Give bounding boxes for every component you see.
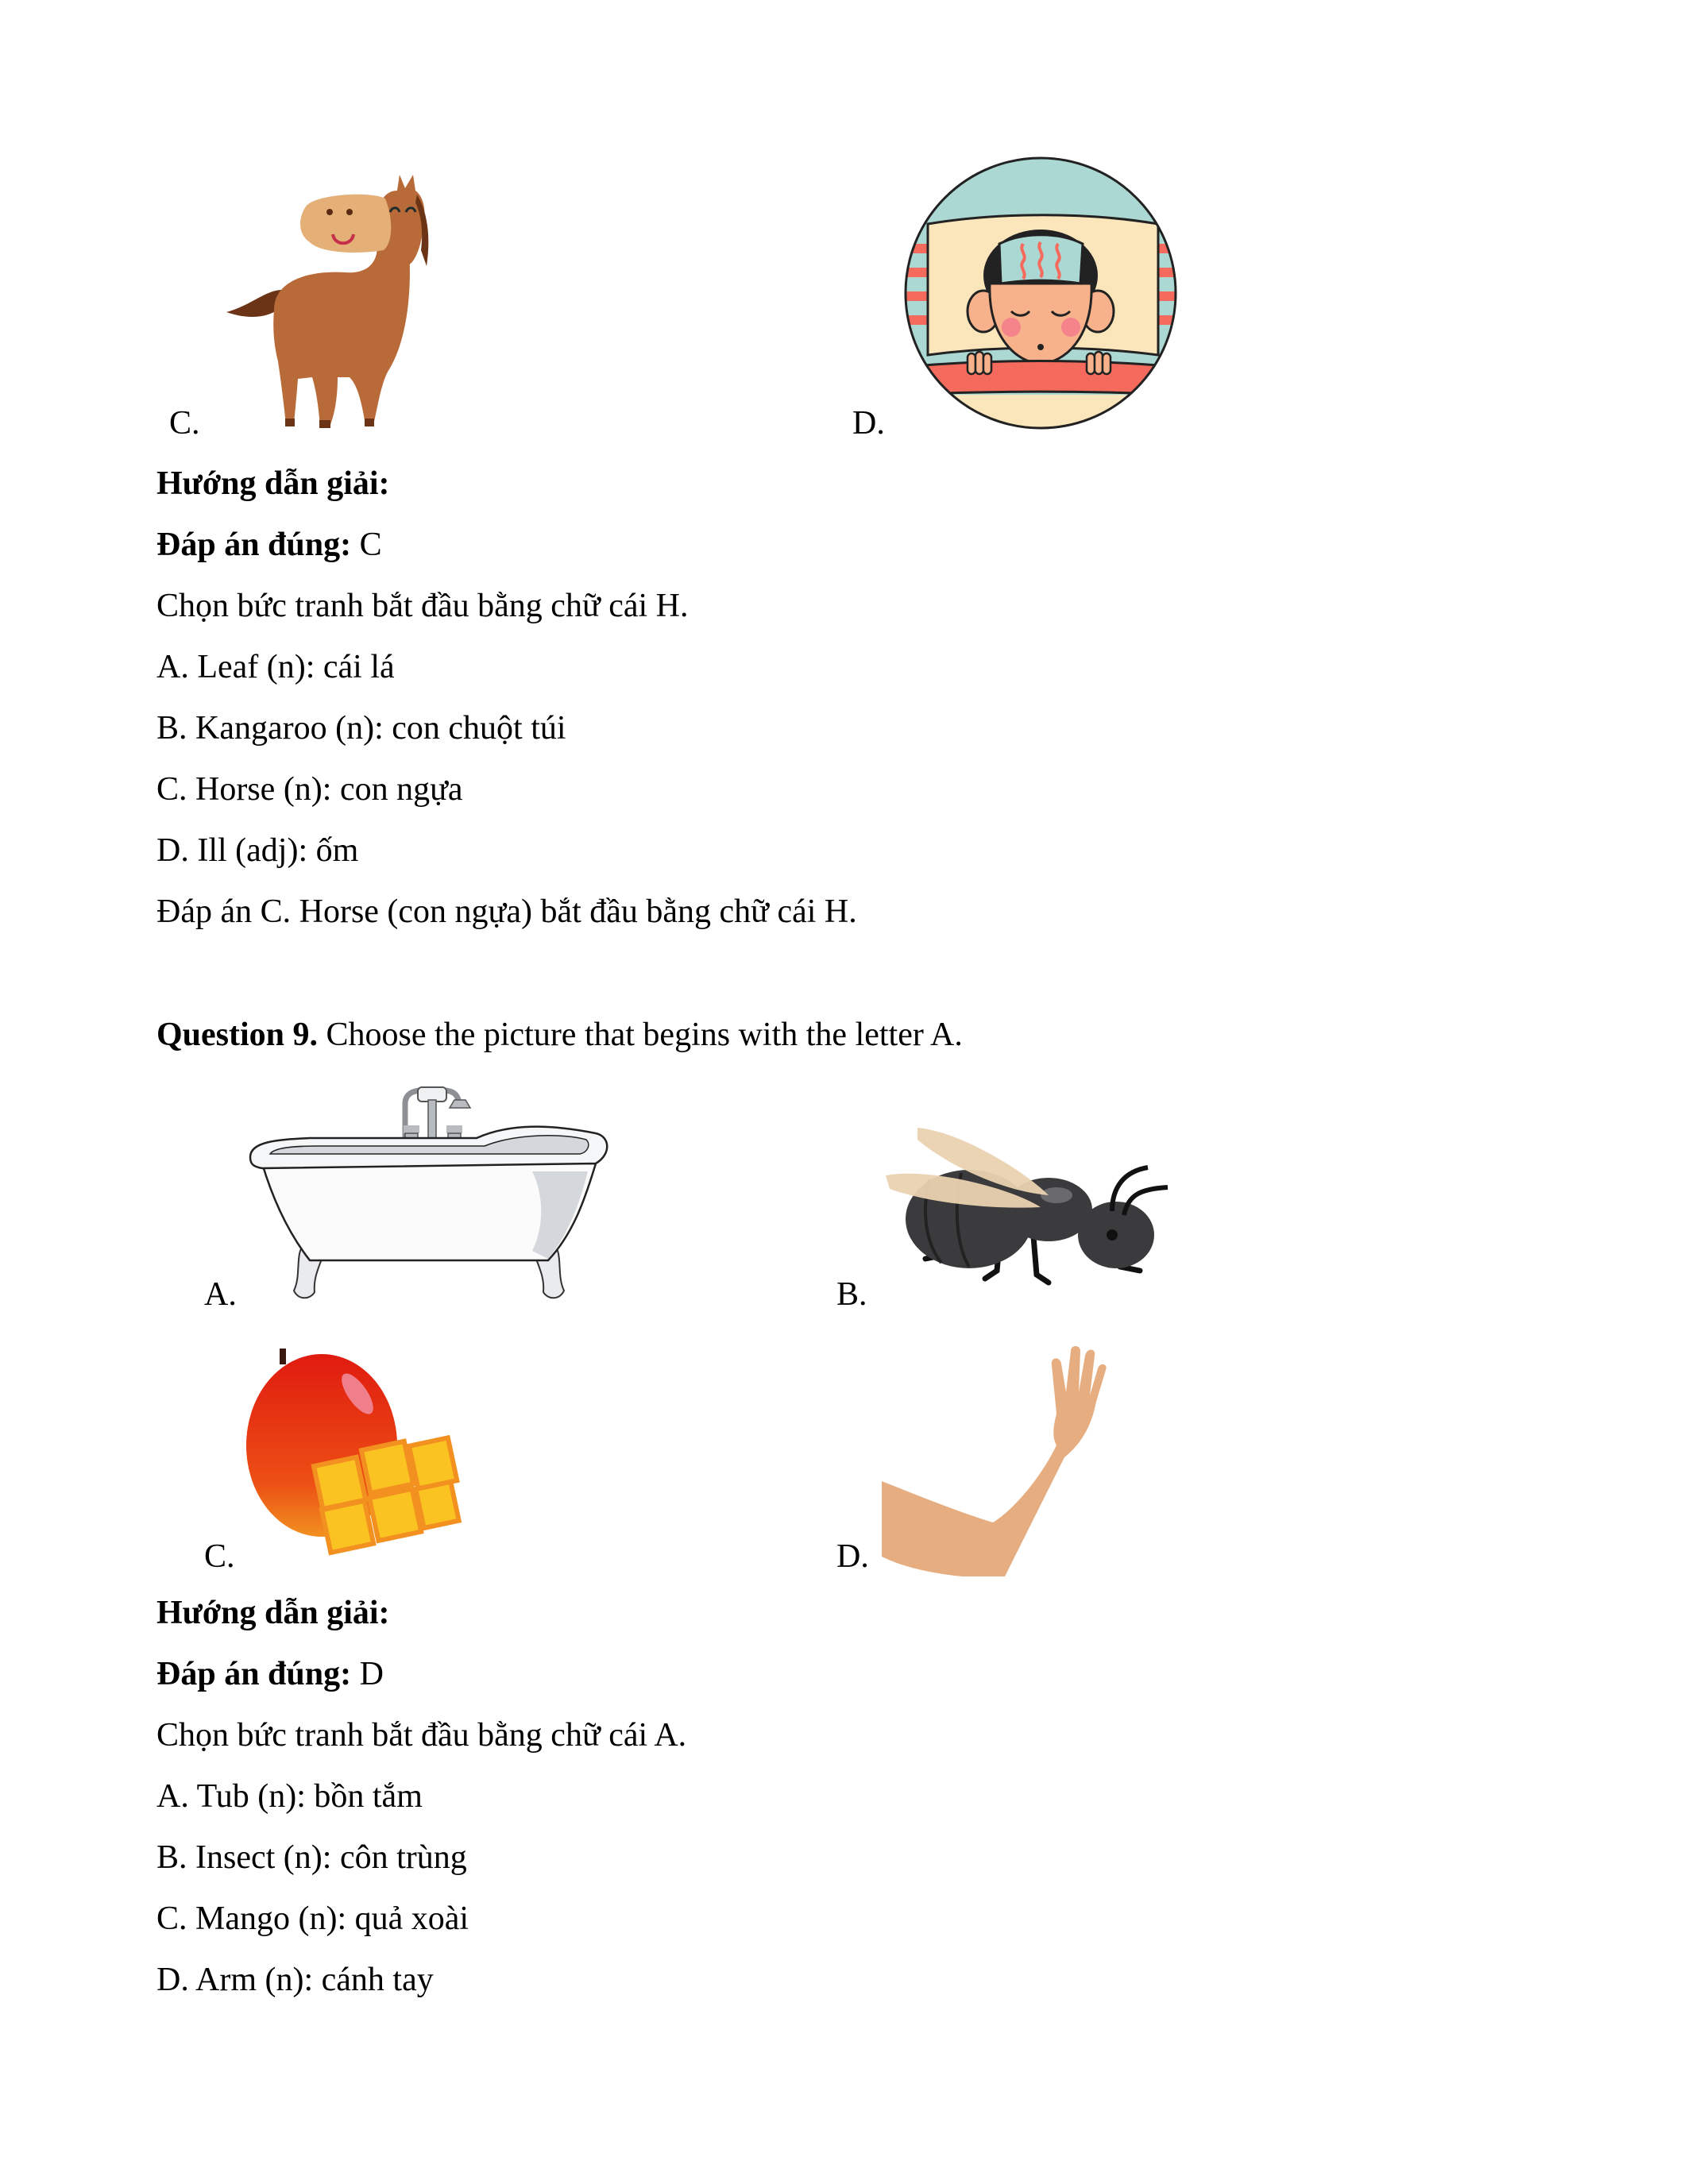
- solution-heading: Hướng dẫn giải:: [156, 1595, 390, 1631]
- solution-item: D. Ill (adj): ốm: [156, 832, 359, 869]
- solution-instruction: Chọn bức tranh bắt đầu bằng chữ cái H.: [156, 588, 689, 624]
- option-label: A.: [204, 1276, 237, 1313]
- horse-picture: [218, 171, 433, 433]
- question-text: Choose the picture that begins with the letter A.: [318, 1017, 963, 1053]
- solution-item: C. Mango (n): quả xoài: [156, 1900, 469, 1937]
- solution-item: A. Tub (n): bồn tắm: [156, 1778, 423, 1815]
- solution-instruction: Chọn bức tranh bắt đầu bằng chữ cái A.: [156, 1717, 687, 1754]
- sick-boy-picture: [904, 156, 1178, 430]
- option-label: C.: [204, 1538, 235, 1575]
- solution-item: C. Horse (n): con ngựa: [156, 771, 463, 808]
- winged-ant-picture: [882, 1116, 1176, 1302]
- mango-picture: [238, 1342, 469, 1565]
- question-number: Question 9.: [156, 1017, 319, 1053]
- correct-answer-value: D: [351, 1656, 384, 1692]
- option-label: C.: [169, 405, 200, 442]
- option-label: D.: [852, 405, 885, 442]
- correct-answer-label: Đáp án đúng:: [156, 1656, 352, 1692]
- solution-item: B. Insect (n): côn trùng: [156, 1839, 467, 1876]
- question-prompt: [156, 1015, 963, 1055]
- solution-heading: Hướng dẫn giải:: [156, 465, 390, 502]
- correct-answer-value: C: [351, 527, 382, 563]
- solution-item: A. Leaf (n): cái lá: [156, 649, 395, 685]
- bathtub-picture: [246, 1084, 612, 1306]
- arm-picture: [882, 1346, 1112, 1576]
- solution-item: D. Arm (n): cánh tay: [156, 1962, 434, 1998]
- correct-answer-label: Đáp án đúng:: [156, 527, 352, 563]
- solution-conclusion: Đáp án C. Horse (con ngựa) bắt đầu bằng chữ cái H.: [156, 893, 857, 930]
- solution-item: B. Kangaroo (n): con chuột túi: [156, 710, 566, 747]
- correct-answer: [156, 525, 382, 565]
- option-label: B.: [836, 1276, 867, 1313]
- correct-answer: [156, 1654, 384, 1694]
- option-label: D.: [836, 1538, 869, 1575]
